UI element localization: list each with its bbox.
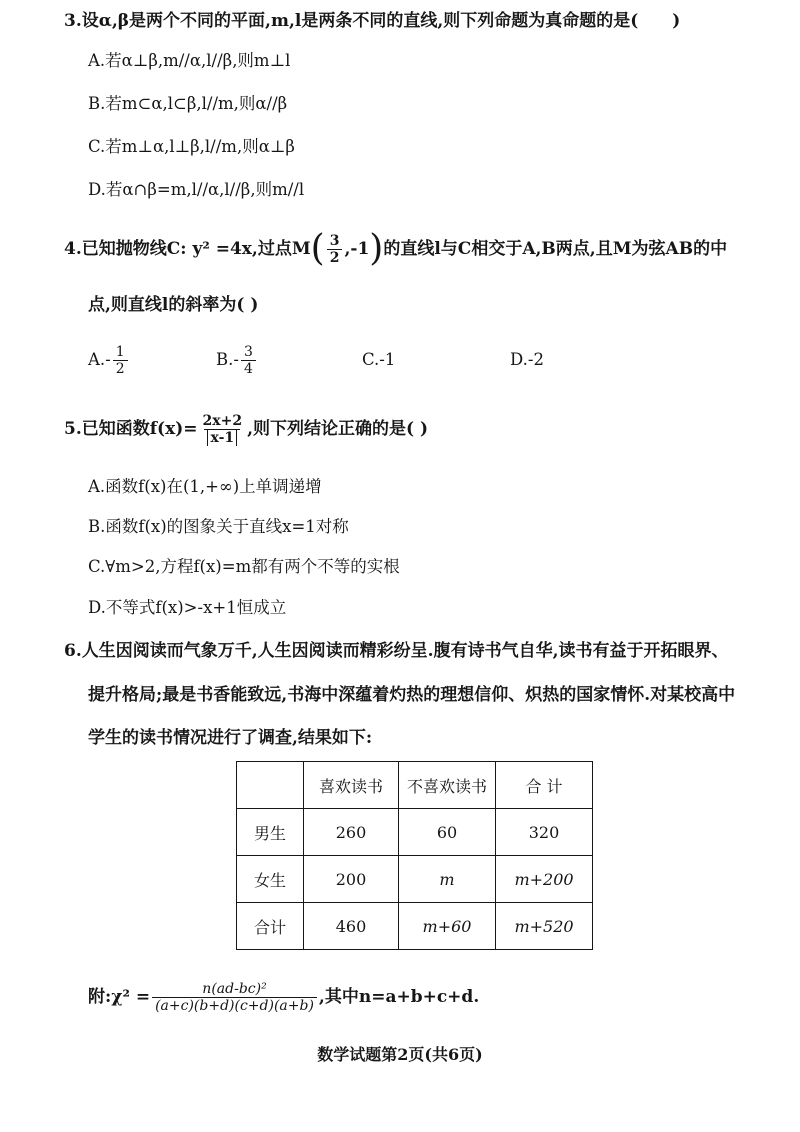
table-row: [237, 809, 593, 856]
q4-point-den: 2: [327, 249, 343, 266]
q6-text-line2: 提升格局;最是书香能致远,书海中深蕴着灼热的理想信仰、炽热的国家情怀.对某校高中: [88, 685, 736, 705]
q4-paren-close: ): [369, 228, 384, 269]
q3-option-c: C.若m⊥α,l⊥β,l//m,则α⊥β: [88, 137, 295, 156]
formula-den: (a+c)(b+d)(c+d)(a+b): [152, 997, 317, 1014]
table-cell: m: [399, 856, 496, 903]
table-header-cell: 不喜欢读书: [399, 762, 496, 809]
table-cell: 320: [496, 809, 593, 856]
q4-stem-b: 的直线l与C相交于A,B两点,且M为弦AB的中: [383, 239, 728, 259]
q4-option-a-fraction: [113, 344, 128, 377]
formula-suffix: ,其中n=a+b+c+d.: [318, 987, 480, 1007]
q4-option-a-num: 1: [115, 343, 125, 360]
q3-stem: [64, 10, 680, 32]
q5-stem-a: 5.已知函数f(x)=: [64, 419, 198, 439]
table-cell: 200: [304, 856, 399, 903]
q5-option-c: C.∀m>2,方程f(x)=m都有两个不等的实根: [88, 557, 400, 576]
page-footer: 数学试题第2页(共6页): [317, 1045, 483, 1064]
q4-option-d: D.-2: [510, 350, 544, 369]
table-row: [237, 903, 593, 950]
q6-text-line3: 学生的读书情况进行了调查,结果如下:: [88, 728, 373, 748]
q3-paren-close: ): [672, 11, 681, 31]
table-header-cell: 合 计: [496, 762, 593, 809]
q4-option-a: [88, 340, 130, 380]
q4-option-a-prefix: A.-: [88, 350, 111, 369]
q5-frac-num: 2x+2: [202, 412, 243, 429]
table-cell: 260: [304, 809, 399, 856]
q4-point-fraction: [327, 233, 343, 266]
q4-point-y: ,-1: [344, 239, 370, 259]
q5-option-a: A.函数f(x)在(1,+∞)上单调递增: [88, 477, 322, 496]
q4-stem-line2: 点,则直线l的斜率为( ): [88, 295, 259, 315]
q4-option-b: [216, 340, 258, 380]
table-cell: 合计: [237, 903, 304, 950]
table-cell: 男生: [237, 809, 304, 856]
table-cell: m+60: [399, 903, 496, 950]
q3-option-a: A.若α⊥β,m//α,l//β,则m⊥l: [88, 51, 291, 70]
q5-frac-den: x-1: [207, 430, 237, 446]
q3-stem-text: 3.设α,β是两个不同的平面,m,l是两条不同的直线,则下列命题为真命题的是(: [64, 11, 639, 31]
table-cell: m+520: [496, 903, 593, 950]
q5-frac-den-wrap: [204, 429, 240, 446]
survey-table: [236, 761, 593, 950]
q6-text-line1: 6.人生因阅读而气象万千,人生因阅读而精彩纷呈.腹有诗书气自华,读书有益于开拓眼界、: [64, 641, 729, 661]
q4-option-b-prefix: B.-: [216, 350, 239, 369]
chi-square-formula: [88, 977, 479, 1017]
q4-stem-a: 4.已知抛物线C: y² =4x,过点M: [64, 239, 311, 259]
formula-prefix: 附:χ² =: [88, 987, 151, 1007]
table-header-cell: 喜欢读书: [304, 762, 399, 809]
formula-num: n(ad-bc)²: [202, 980, 267, 997]
q4-option-b-num: 3: [243, 343, 253, 360]
q4-option-a-den: 2: [113, 360, 128, 377]
table-cell: 女生: [237, 856, 304, 903]
q4-stem-line1: [64, 229, 727, 269]
q5-option-b: B.函数f(x)的图象关于直线x=1对称: [88, 517, 349, 536]
q4-paren-open: (: [310, 228, 325, 269]
q5-stem: [64, 409, 428, 449]
q4-option-b-fraction: [241, 344, 256, 377]
table-row: [237, 856, 593, 903]
table-cell: 60: [399, 809, 496, 856]
formula-fraction: [152, 981, 317, 1014]
q4-option-c: C.-1: [362, 350, 396, 369]
q5-stem-b: ,则下列结论正确的是( ): [247, 419, 429, 439]
q3-option-b: B.若m⊂α,l⊂β,l//m,则α//β: [88, 94, 288, 113]
table-header-cell: [237, 762, 304, 809]
q4-option-b-den: 4: [241, 360, 256, 377]
table-cell: m+200: [496, 856, 593, 903]
table-header-row: [237, 762, 593, 809]
table-cell: 460: [304, 903, 399, 950]
q3-option-d: D.若α∩β=m,l//α,l//β,则m//l: [88, 180, 305, 199]
q5-option-d: D.不等式f(x)>-x+1恒成立: [88, 598, 287, 617]
q5-function-fraction: [200, 413, 246, 446]
q4-point-num: 3: [329, 232, 340, 249]
